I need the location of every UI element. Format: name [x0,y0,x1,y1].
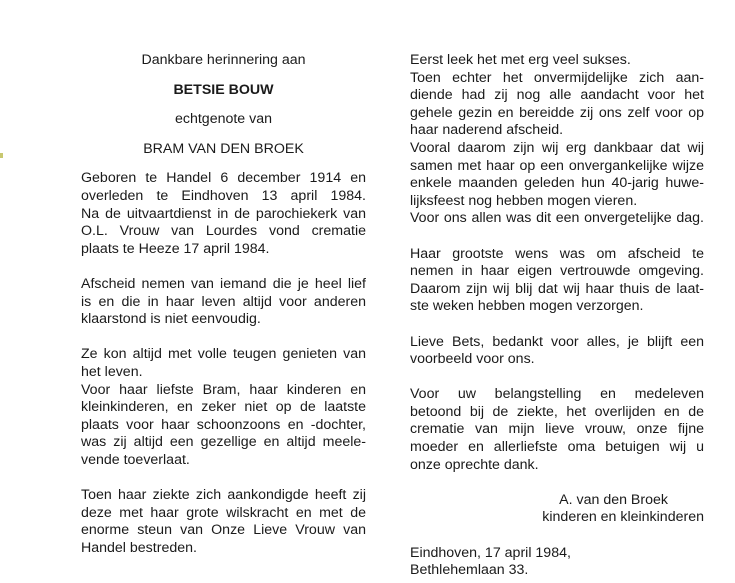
text-line: onze oprechte dank. [410,456,539,473]
signature-block [410,492,704,527]
text-line: Na de uitvaartdienst in de parochiekerk van [81,205,366,222]
text-line: Afscheid nemen van iemand die je heel lief [81,275,366,292]
text-line: crematie van mijn lieve vrouw, onze fijne [410,421,704,438]
right-column [410,52,704,580]
text-line: Toen haar ziekte zich aankondigde heeft zij [81,487,366,504]
text-line: deze met haar grote wilskracht en met de [81,504,366,521]
left-column [81,52,366,557]
text-line: Voor haar liefste Bram, haar kinderen en [81,381,366,398]
text-line: Geboren te Handel 6 december 1914 en [81,170,366,187]
text-line: Toen echter het onvermijdelijke zich aan- [410,69,704,86]
text-line: enkele maanden geleden hun 40-jarig huwe- [410,175,704,192]
text-line: is en die in haar leven altijd voor anderen [81,293,366,310]
text-line: lijksfeest nog hebben mogen vieren. [410,192,638,209]
place-date-block [410,545,704,580]
text-line: plaats voor haar schoonzoons en -dochter, [81,416,366,433]
text-line: klaarstond is niet eenvoudig. [81,311,261,328]
signature-name: A. van den Broek [559,491,668,508]
text-line: moeder en allerliefste oma betuigen wij u [410,439,704,456]
farewell-paragraph [81,276,366,329]
gratitude-paragraph [410,386,704,474]
text-line: samen met haar op een onvergankelijke wijze [410,157,704,174]
text-line: vende toeverlaat. [81,451,190,468]
text-line: Ze kon altijd met volle teugen genieten van [81,346,366,363]
signature-family: kinderen en kleinkinderen [542,509,704,526]
life-paragraph [81,346,366,469]
text-line: ste weken hebben mogen verzorgen. [410,298,644,315]
text-line: Lieve Bets, bedankt voor alles, je blijft een [410,333,704,350]
text-line: voorbeeld voor ons. [410,351,535,368]
text-line: nemen in haar eigen vertrouwde omgeving. [410,263,704,280]
place-date: Eindhoven, 17 april 1984, [410,544,571,561]
text-line: plaats te Heeze 17 april 1984. [81,240,270,257]
text-line: betoond bij de ziekte, het overlijden en de [410,403,704,420]
text-line: was zij altijd een gezellige en altijd meele- [81,434,366,451]
text-line: Voor uw belangstelling en medeleven [410,386,704,403]
text-line: kleinkinderen, en zeker niet op de laatste [81,399,366,416]
address: Bethlehemlaan 33. [410,562,529,579]
spouse-name: BRAM VAN DEN BROEK [143,140,304,157]
wish-paragraph [410,246,704,316]
birth-death-paragraph [81,170,366,258]
text-line: enorme steun van Onze Lieve Vrouw van [81,522,366,539]
text-line: haar naderend afscheid. [410,122,564,139]
text-line: Haar grootste wens was om afscheid te [410,245,704,262]
text-line: Handel bestreden. [81,539,197,556]
text-line: Daarom zijn wij blij dat wij haar thuis de laat- [410,280,704,297]
text-line: gehele gezin en bereidde zij ons zelf voor op [410,104,704,121]
intro-text: Dankbare herinnering aan [141,52,306,68]
last-months-paragraph [410,52,704,228]
text-line: diende had zij nog alle aandacht voor het [410,87,704,104]
text-line: O.L. Vrouw van Lourdes vond crematie [81,223,366,240]
text-line: Voor ons allen was dit een onvergetelijke dag. [410,210,704,227]
text-line: Vooral daarom zijn wij erg dankbaar dat wij [410,139,704,156]
text-line: het leven. [81,363,143,380]
illness-paragraph [81,487,366,557]
text-line: Eerst leek het met erg veel sukses. [410,52,631,68]
text-line: overleden te Eindhoven 13 april 1984. [81,187,366,204]
deceased-name: BETSIE BOUW [173,81,274,98]
margin-mark [0,153,3,158]
thanks-bets-paragraph [410,334,704,369]
relation-text: echtgenote van [174,111,273,128]
